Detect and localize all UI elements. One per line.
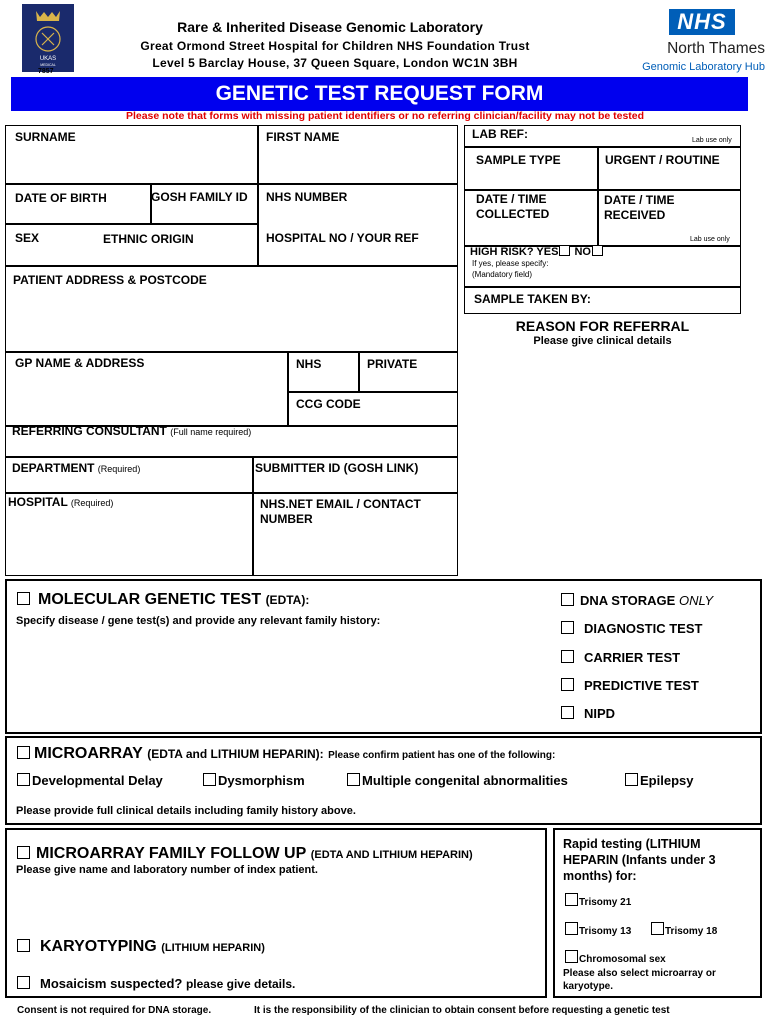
department-field[interactable]	[12, 461, 140, 475]
sex-field[interactable]: SEX	[15, 231, 40, 245]
dysmorphism-checkbox[interactable]	[203, 773, 216, 786]
dob-field[interactable]: DATE OF BIRTH	[15, 191, 107, 205]
developmental-delay-checkbox[interactable]	[17, 773, 30, 786]
svg-text:MEDICAL: MEDICAL	[40, 63, 56, 67]
predictive-test-checkbox[interactable]	[561, 678, 574, 691]
molecular-test-checkbox[interactable]	[17, 592, 30, 605]
svg-text:UKAS: UKAS	[39, 56, 57, 62]
rapid-title-line2: HEPARIN (Infants under 3	[563, 853, 716, 867]
hospital-no-field[interactable]: HOSPITAL NO / YOUR REF	[266, 231, 419, 245]
warning-text: Please note that forms with missing patient identifiers or no referring clinician/facility may not be tested	[125, 110, 645, 122]
mandatory-note: (Mandatory field)	[472, 270, 533, 279]
epilepsy-checkbox[interactable]	[625, 773, 638, 786]
gp-address-field[interactable]: GP NAME & ADDRESS	[15, 356, 145, 370]
nhs-number-field[interactable]: NHS NUMBER	[266, 190, 348, 204]
trisomy18-checkbox[interactable]	[651, 922, 664, 935]
carrier-test-label: CARRIER TEST	[584, 650, 681, 665]
nipd-checkbox[interactable]	[561, 706, 574, 719]
lab-ref-field[interactable]: LAB REF:	[472, 127, 528, 141]
high-risk-no-checkbox[interactable]	[592, 245, 603, 256]
rapid-title-line1: Rapid testing (LITHIUM	[563, 837, 701, 851]
developmental-delay-option[interactable]	[17, 773, 163, 788]
epilepsy-option[interactable]	[625, 773, 693, 788]
trisomy13-checkbox[interactable]	[565, 922, 578, 935]
referring-consultant-field[interactable]	[12, 424, 251, 438]
private-option[interactable]: PRIVATE	[367, 357, 418, 371]
lab-address: Level 5 Barclay House, 37 Queen Square, London WC1N 3BH	[152, 56, 518, 70]
patient-address-field[interactable]: PATIENT ADDRESS & POSTCODE	[13, 273, 207, 287]
multiple-congenital-option[interactable]	[347, 773, 568, 788]
chromosomal-sex-option[interactable]	[565, 950, 666, 965]
ethnic-origin-field[interactable]: ETHNIC ORIGIN	[103, 232, 194, 246]
rapid-title-line3: months) for:	[563, 869, 637, 883]
date-received-line2: RECEIVED	[604, 208, 666, 222]
first-name-field[interactable]: FIRST NAME	[266, 130, 340, 144]
referring-consultant-note: (Full name required)	[170, 427, 252, 437]
dna-storage-only: ONLY	[678, 593, 714, 608]
microarray-details-text: Please provide full clinical details including family history above.	[16, 805, 356, 817]
hospital-name: Great Ormond Street Hospital for Children NHS Foundation Trust	[140, 39, 530, 53]
date-collected-line2: COLLECTED	[476, 207, 550, 221]
followup-sample: (EDTA AND LITHIUM HEPARIN)	[310, 849, 473, 861]
molecular-specify-text: Specify disease / gene test(s) and provide any relevant family history:	[16, 615, 381, 627]
mosaicism-option[interactable]	[17, 976, 295, 991]
high-risk-yes-label: YES	[536, 246, 559, 258]
karyotyping-sample: (LITHIUM HEPARIN)	[161, 942, 265, 954]
high-risk-no-label: NO	[574, 246, 591, 258]
followup-checkbox[interactable]	[17, 846, 30, 859]
clinical-details-area[interactable]	[464, 352, 741, 574]
department-note: (Required)	[97, 464, 141, 474]
dna-storage-checkbox[interactable]	[561, 593, 574, 606]
rapid-testing-note	[563, 967, 716, 993]
nhs-logo: NHS	[669, 9, 735, 35]
surname-field[interactable]: SURNAME	[15, 130, 76, 144]
consent-note-storage: Consent is not required for DNA storage.	[17, 1005, 212, 1016]
hub-name: Genomic Laboratory Hub	[642, 61, 765, 73]
karyotyping-title-row[interactable]	[17, 938, 265, 956]
high-risk-row	[470, 245, 607, 258]
microarray-title-row[interactable]	[17, 745, 555, 763]
trisomy21-label: Trisomy 21	[579, 897, 632, 908]
consent-note-clinician: It is the responsibility of the clinician to obtain consent before requesting a genetic test	[254, 1005, 670, 1016]
gosh-family-id-field[interactable]: GOSH FAMILY ID	[151, 190, 248, 204]
date-received-field[interactable]	[604, 193, 674, 223]
predictive-test-label: PREDICTIVE TEST	[584, 678, 699, 693]
form-title: GENETIC TEST REQUEST FORM	[11, 77, 748, 111]
mosaicism-label: Mosaicism suspected?	[40, 976, 183, 991]
nipd-label: NIPD	[584, 706, 616, 721]
trisomy18-option[interactable]	[651, 922, 717, 937]
diagnostic-test-label: DIAGNOSTIC TEST	[584, 621, 703, 636]
hospital-note: (Required)	[70, 498, 114, 508]
molecular-test-sample: (EDTA):	[265, 593, 310, 607]
date-collected-field[interactable]	[476, 192, 549, 222]
dysmorphism-option[interactable]	[203, 773, 305, 788]
trisomy13-option[interactable]	[565, 922, 631, 937]
trisomy18-label: Trisomy 18	[665, 926, 718, 937]
hospital-field[interactable]	[8, 495, 113, 509]
department-label: DEPARTMENT	[12, 461, 95, 475]
predictive-test-option[interactable]	[561, 678, 699, 693]
multiple-congenital-label: Multiple congenital abnormalities	[362, 773, 568, 788]
referring-consultant-label: REFERRING CONSULTANT	[12, 424, 167, 438]
lab-use-only-note-2: Lab use only	[690, 236, 730, 243]
carrier-test-checkbox[interactable]	[561, 650, 574, 663]
dna-storage-label: DNA STORAGE	[580, 593, 676, 608]
dysmorphism-label: Dysmorphism	[218, 773, 305, 788]
ccg-code-field[interactable]: CCG CODE	[296, 397, 361, 411]
molecular-title-row[interactable]	[17, 591, 309, 609]
microarray-confirm: Please confirm patient has one of the following:	[328, 750, 556, 761]
accreditation-number: 7857	[38, 68, 54, 75]
carrier-test-option[interactable]	[561, 650, 680, 665]
lab-name: Rare & Inherited Disease Genomic Laboratory	[177, 19, 483, 35]
diagnostic-test-option[interactable]	[561, 621, 702, 636]
microarray-title: MICROARRAY	[34, 745, 143, 762]
date-collected-line1: DATE / TIME	[476, 192, 547, 206]
high-risk-label: HIGH RISK?	[470, 246, 534, 258]
email-label-line1: NHS.NET EMAIL / CONTACT	[260, 497, 421, 511]
high-risk-yes-checkbox[interactable]	[559, 245, 570, 256]
urgent-routine-field[interactable]: URGENT / ROUTINE	[605, 153, 720, 167]
dna-storage-option[interactable]	[561, 593, 713, 608]
email-field[interactable]	[260, 497, 421, 527]
high-risk-specify-note: If yes, please specify:	[472, 259, 549, 268]
microarray-checkbox[interactable]	[17, 746, 30, 759]
nhs-option[interactable]: NHS	[296, 357, 322, 371]
sample-type-field[interactable]: SAMPLE TYPE	[476, 153, 561, 167]
rapid-testing-title	[563, 836, 716, 884]
followup-title-row[interactable]	[17, 845, 473, 863]
followup-note: Please give name and laboratory number of index patient.	[16, 864, 318, 876]
rapid-note-line2: karyotype.	[563, 981, 614, 992]
mosaicism-checkbox[interactable]	[17, 976, 30, 989]
email-label-line2: NUMBER	[260, 512, 313, 526]
date-received-line1: DATE / TIME	[604, 193, 675, 207]
region-name: North Thames	[667, 40, 765, 57]
karyotyping-title: KARYOTYPING	[40, 938, 157, 955]
trisomy21-checkbox[interactable]	[565, 893, 578, 906]
hospital-label: HOSPITAL	[8, 495, 68, 509]
followup-title: MICROARRAY FAMILY FOLLOW UP	[36, 845, 307, 862]
ukas-logo-icon	[22, 4, 74, 72]
karyotyping-checkbox[interactable]	[17, 939, 30, 952]
rapid-note-line1: Please also select microarray or	[563, 968, 716, 979]
multiple-congenital-checkbox[interactable]	[347, 773, 360, 786]
epilepsy-label: Epilepsy	[640, 773, 694, 788]
submitter-id-field[interactable]: SUBMITTER ID (GOSH LINK)	[255, 461, 419, 475]
lab-use-only-note: Lab use only	[692, 137, 732, 144]
trisomy13-label: Trisomy 13	[579, 926, 632, 937]
diagnostic-test-checkbox[interactable]	[561, 621, 574, 634]
chromosomal-sex-label: Chromosomal sex	[579, 954, 666, 965]
molecular-test-title: MOLECULAR GENETIC TEST	[38, 591, 262, 608]
microarray-sample: (EDTA and LITHIUM HEPARIN):	[147, 747, 324, 761]
mosaicism-note: please give details.	[185, 977, 296, 991]
sample-taken-by-field[interactable]: SAMPLE TAKEN BY:	[474, 292, 591, 306]
reason-for-referral-title: REASON FOR REFERRAL	[515, 318, 690, 334]
ukas-seal	[22, 4, 74, 72]
reason-for-referral-subtitle: Please give clinical details	[533, 335, 672, 347]
chromosomal-sex-checkbox[interactable]	[565, 950, 578, 963]
trisomy21-option[interactable]	[565, 893, 631, 908]
nipd-option[interactable]	[561, 706, 615, 721]
developmental-delay-label: Developmental Delay	[32, 773, 163, 788]
